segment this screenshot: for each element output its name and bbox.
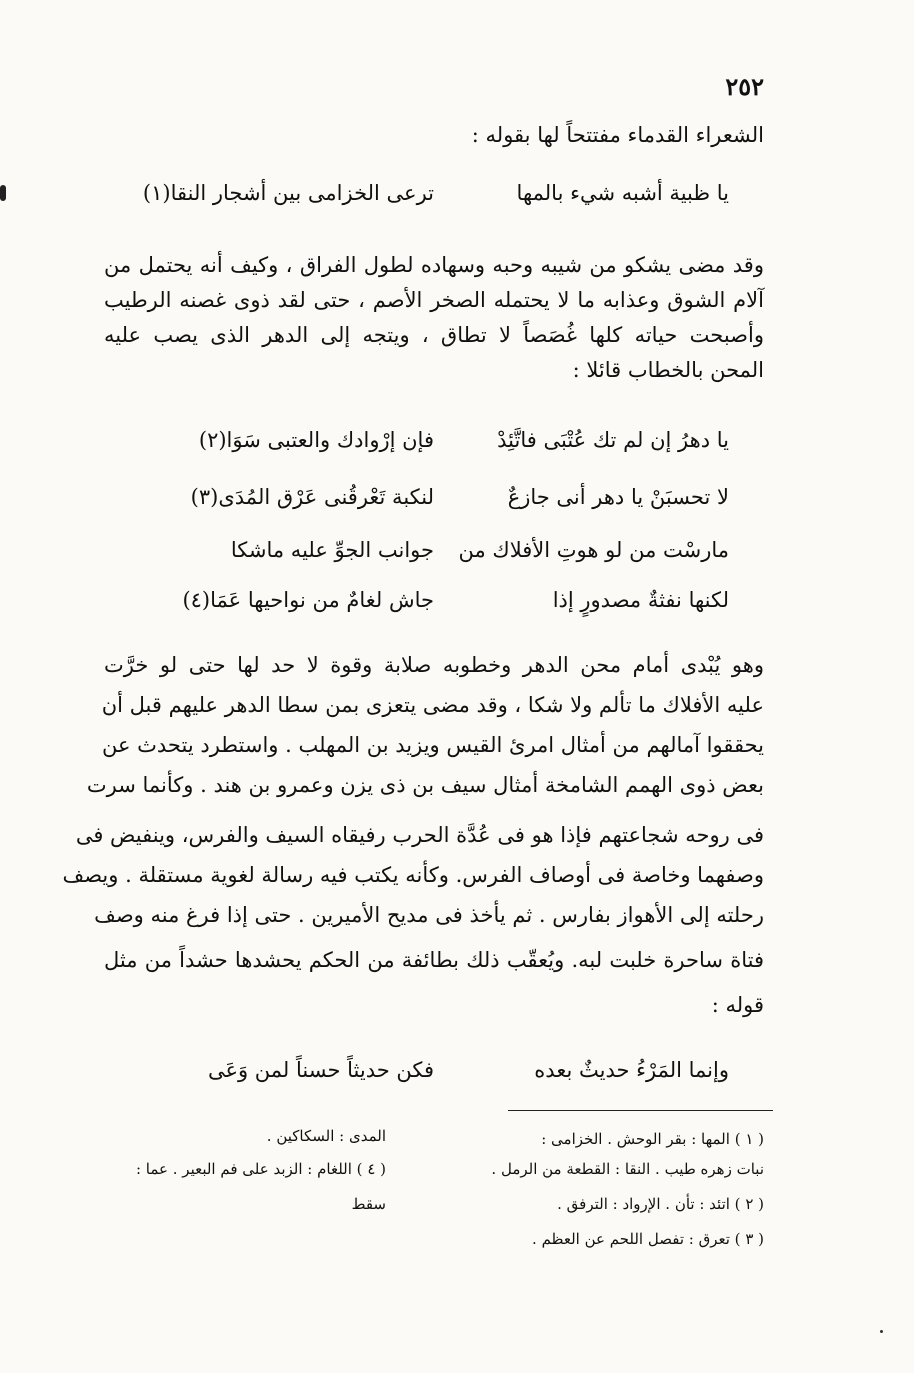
page-number: ٢٥٢ xyxy=(725,72,764,101)
text-line: عليه الأفلاك ما تألم ولا شكا ، وقد مضى يتعزى بمن سطا الدهر عليهم قبل أن xyxy=(101,693,764,717)
text-line: رحلته إلى الأهواز بفارس . ثم يأخذ فى مديح الأميرين . حتى إذا فرغ منه وصف xyxy=(94,903,764,927)
text-line: وقد مضى يشكو من شيبه وحبه وسهاده لطول الفراق ، وكيف أنه يحتمل من xyxy=(104,253,764,277)
text-line: وأصبحت حياته كلها غُصَصاً لا تطاق ، ويتجه إلى الدهر الذى يصب عليه xyxy=(104,323,764,347)
text-line: المحن بالخطاب قائلا : xyxy=(572,358,764,382)
text-line: بعض ذوى الهمم الشامخة أمثال سيف بن ذى يزن وعمرو بن هند . وكأنما سرت xyxy=(86,773,764,797)
text-line: فتاة ساحرة خلبت لبه. ويُعقّب ذلك بطائفة من الحكم يحشدها حشداً من مثل xyxy=(104,948,764,972)
scan-speck xyxy=(880,1330,883,1333)
verse-first-hemistich: يا ظبية أشبه شيء بالمها xyxy=(516,181,729,205)
text-line: آلام الشوق وعذابه ما لا يحتمله الصخر الأصم ، حتى لقد ذوى غصنه الرطيب xyxy=(104,288,764,312)
verse-second-hemistich: ترعى الخزامى بين أشجار النقا(١) xyxy=(142,181,434,205)
verse-second-hemistich: جوانب الجوِّ عليه ماشكا xyxy=(230,538,434,562)
footnote-line: المدى : السكاكين . xyxy=(266,1127,386,1145)
footnote-line: ( ١ ) المها : بقر الوحش . الخزامى : xyxy=(541,1130,764,1148)
verse-second-hemistich: لنكبة تَعْرقُنى عَرْق المُدَى(٣) xyxy=(190,485,434,509)
footnote-line: ( ٣ ) تعرق : تفصل اللحم عن العظم . xyxy=(532,1230,764,1248)
verse-first-hemistich: يا دهرُ إن لم تك عُتْبَى فاتَّئِدْ xyxy=(497,428,729,452)
verse-first-hemistich: لكنها نفثةٌ مصدورٍ إذا xyxy=(552,588,729,612)
text-line: يحققوا آمالهم من أمثال امرئ القيس ويزيد بن المهلب . واستطرد يتحدث عن xyxy=(101,733,764,757)
footnote-line: ( ٢ ) اتئد : تأن . الإرواد : الترفق . xyxy=(557,1195,764,1213)
text-line: فى روحه شجاعتهم فإذا هو فى عُدَّة الحرب رفيقاه السيف والفرس، وينفيض فى xyxy=(75,823,764,847)
footnote-line: سقط xyxy=(351,1195,386,1213)
verse-second-hemistich: جاش لغامٌ من نواحيها عَمَا(٤) xyxy=(182,588,434,612)
verse-first-hemistich: وإنما المَرْءُ حديثٌ بعده xyxy=(534,1058,729,1082)
text-line: وهو يُبْدى أمام محن الدهر وخطوبه صلابة وقوة لا حد لها حتى لو خرَّت xyxy=(104,653,764,677)
text-line: وصفهما وخاصة فى أوصاف الفرس. وكأنه يكتب فيه رسالة لغوية مستقلة . ويصف xyxy=(62,863,764,887)
verse-second-hemistich: فإن إرْوادك والعتبى سَوَا(٢) xyxy=(198,428,434,452)
footnote-divider xyxy=(508,1110,773,1111)
text-line: قوله : xyxy=(711,993,764,1017)
text-line: الشعراء القدماء مفتتحاً لها بقوله : xyxy=(471,123,764,147)
footnote-line: نبات زهره طيب . النقا : القطعة من الرمل . xyxy=(491,1160,764,1178)
verse-second-hemistich: فكن حديثاً حسناً لمن وَعَى xyxy=(207,1058,434,1082)
verse-first-hemistich: مارسْت من لو هوتِ الأفلاك من xyxy=(458,538,729,562)
verse-first-hemistich: لا تحسبَنْ يا دهر أنى جازعٌ xyxy=(507,485,729,509)
footnote-line: ( ٤ ) اللغام : الزبد على فم البعير . عما : xyxy=(135,1160,386,1178)
scan-edge-mark xyxy=(0,185,6,201)
